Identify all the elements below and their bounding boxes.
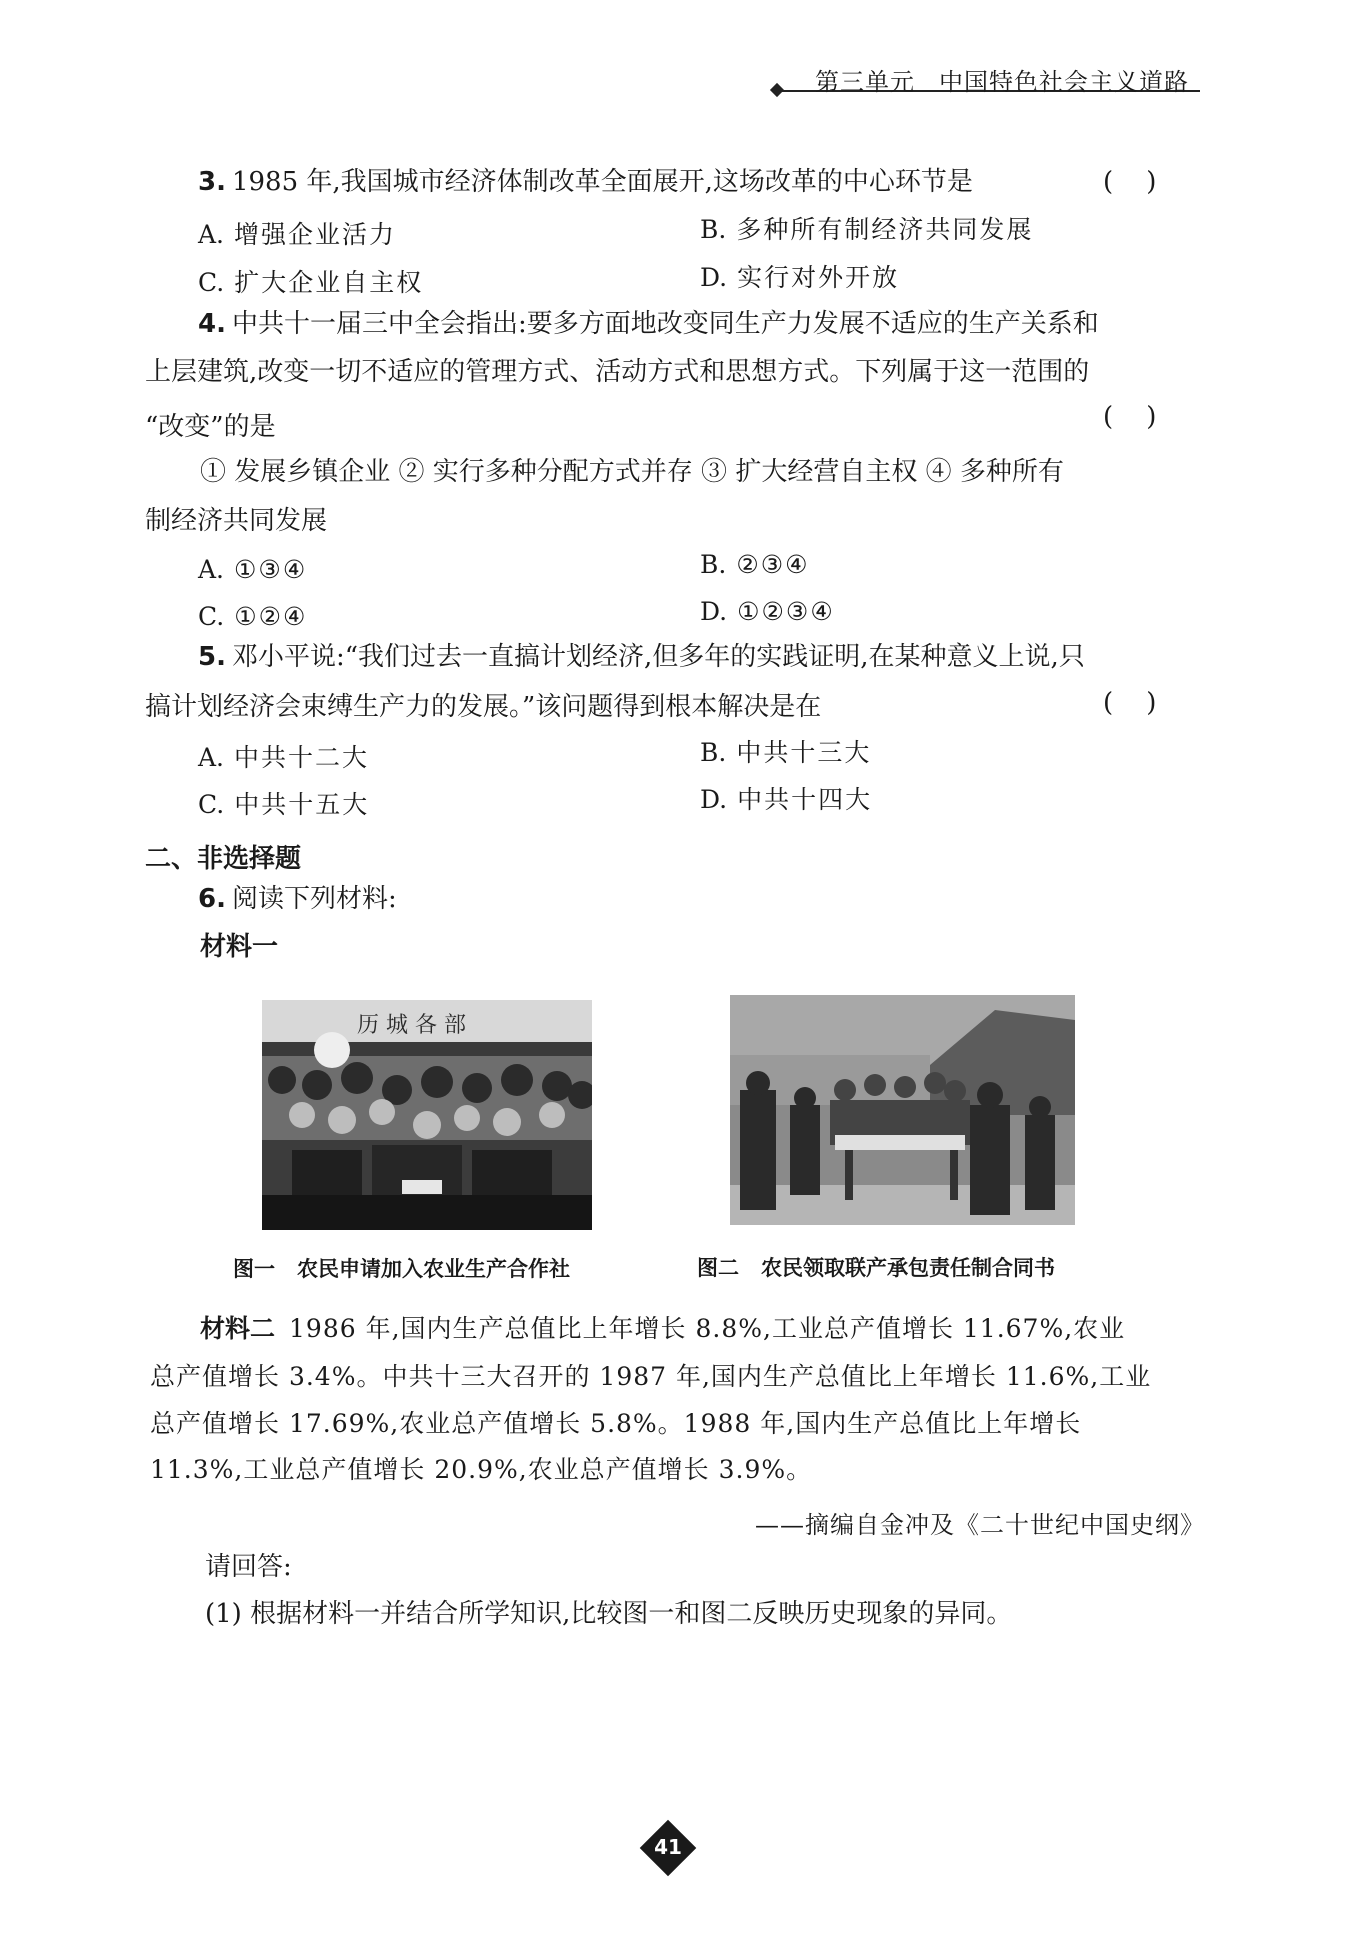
- q4-items-line-1: ① 发展乡镇企业 ② 实行多种分配方式并存 ③ 扩大经营自主权 ④ 多种所有: [200, 457, 1064, 487]
- q4-line-3: “改变”的是: [145, 412, 276, 442]
- option-label: D.: [700, 263, 728, 292]
- q5-line-1-text: 邓小平说:“我们过去一直搞计划经济,但多年的实践证明,在某种意义上说,只: [231, 642, 1085, 672]
- option-label: A.: [198, 555, 225, 584]
- q3-option-c: [198, 266, 423, 300]
- option-text: 扩大企业自主权: [234, 268, 424, 297]
- option-label: C.: [198, 790, 225, 819]
- option-label: A.: [198, 220, 225, 249]
- figure-1-photo: [262, 1000, 592, 1230]
- q4-option-a: [198, 553, 307, 587]
- option-label: C.: [198, 268, 225, 297]
- q3-option-a: [198, 218, 396, 252]
- q4-line-1: [198, 307, 1099, 341]
- material-2-line-4: 11.3%,工业总产值增长 20.9%,农业总产值增长 3.9%。: [150, 1455, 813, 1484]
- q4-items-line-2: 制经济共同发展: [145, 506, 328, 536]
- q6-ask: 请回答:: [205, 1552, 292, 1582]
- option-text: 增强企业活力: [234, 220, 397, 249]
- figure-2-photo: [730, 995, 1075, 1225]
- material-2-label: 材料二: [200, 1314, 276, 1343]
- material-1-label: 材料一: [200, 932, 279, 962]
- material-2-line-3: 总产值增长 17.69%,农业总产值增长 5.8%。1988 年,国内生产总值比上年增长: [150, 1409, 1082, 1438]
- section-heading: 二、非选择题: [145, 844, 302, 874]
- header-unit: 第三单元: [815, 68, 915, 96]
- q4-line-1-text: 中共十一届三中全会指出:要多方面地改变同生产力发展不适应的生产关系和: [231, 309, 1099, 339]
- q4-line-2: 上层建筑,改变一切不适应的管理方式、活动方式和思想方式。下列属于这一范围的: [145, 357, 1090, 387]
- q5-line-1: [198, 640, 1085, 674]
- option-text: 中共十四大: [737, 785, 873, 814]
- q4-option-b: [700, 548, 810, 582]
- figure-1-caption-text: 农民申请加入农业生产合作社: [297, 1257, 570, 1281]
- figure-2-caption-text: 农民领取联产承包责任制合同书: [761, 1256, 1055, 1280]
- q4-option-c: [198, 600, 307, 634]
- option-label: D.: [700, 597, 728, 626]
- option-text: ②③④: [736, 550, 810, 579]
- q6-intro-text: 阅读下列材料:: [231, 884, 397, 914]
- figure-2-number: 图二: [697, 1256, 739, 1280]
- q5-option-c: [198, 788, 369, 822]
- figure-1-banner: 历 城 各 部: [357, 1013, 466, 1038]
- q3-stem: [198, 165, 973, 199]
- page-number-badge: [645, 1825, 695, 1875]
- q3-answer-blank: ( ): [1103, 167, 1157, 197]
- material-2-line-1-text: 1986 年,国内生产总值比上年增长 8.8%,工业总产值增长 11.67%,农业: [289, 1314, 1126, 1343]
- page-number: 41: [654, 1835, 682, 1859]
- option-text: 中共十三大: [736, 738, 872, 767]
- q4-option-d: [700, 595, 835, 629]
- figure-1-number: 图一: [233, 1257, 275, 1281]
- q5-number: 5.: [198, 642, 226, 672]
- material-2-source: ——摘编自金冲及《二十世纪中国史纲》: [755, 1511, 1205, 1539]
- q4-number: 4.: [198, 309, 226, 339]
- option-label: B.: [700, 215, 727, 244]
- q5-line-2: 搞计划经济会束缚生产力的发展。”该问题得到根本解决是在: [145, 692, 822, 722]
- option-text: ①②④: [234, 602, 308, 631]
- q5-answer-blank: ( ): [1103, 688, 1157, 718]
- q3-option-d: [700, 261, 899, 295]
- option-label: D.: [700, 785, 728, 814]
- q6-sub-question-1: (1) 根据材料一并结合所学知识,比较图一和图二反映历史现象的异同。: [205, 1599, 1013, 1629]
- option-text: 多种所有制经济共同发展: [736, 215, 1034, 244]
- option-text: ①②③④: [737, 597, 835, 626]
- option-text: 实行对外开放: [737, 263, 900, 292]
- option-text: 中共十五大: [234, 790, 370, 819]
- option-text: 中共十二大: [234, 743, 370, 772]
- option-text: ①③④: [234, 555, 308, 584]
- q6-intro: [198, 882, 397, 916]
- q6-number: 6.: [198, 884, 226, 914]
- q5-option-b: [700, 736, 871, 770]
- material-2-line-1: [200, 1312, 1125, 1346]
- q3-stem-text: 1985 年,我国城市经济体制改革全面展开,这场改革的中心环节是: [231, 167, 973, 197]
- q4-answer-blank: ( ): [1103, 402, 1157, 432]
- figure-1-image: [262, 1000, 592, 1230]
- q5-option-d: [700, 783, 872, 817]
- q3-option-b: [700, 213, 1033, 247]
- q3-number: 3.: [198, 167, 226, 197]
- running-header: [815, 62, 1189, 97]
- figure-2-caption: [697, 1252, 1055, 1282]
- option-label: B.: [700, 738, 727, 767]
- q5-option-a: [198, 741, 369, 775]
- figure-1-caption: [233, 1253, 570, 1283]
- material-2-line-2: 总产值增长 3.4%。中共十三大召开的 1987 年,国内生产总值比上年增长 11.6%,工业: [150, 1362, 1152, 1391]
- option-label: A.: [198, 743, 225, 772]
- figure-2-image: [730, 995, 1075, 1225]
- option-label: C.: [198, 602, 225, 631]
- option-label: B.: [700, 550, 727, 579]
- header-title: 中国特色社会主义道路: [939, 68, 1189, 96]
